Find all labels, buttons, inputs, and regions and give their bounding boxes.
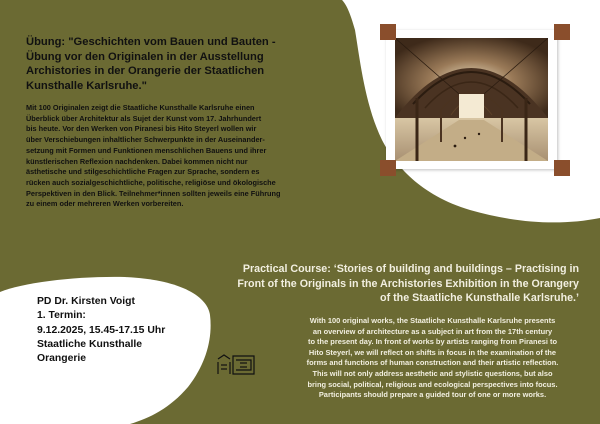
course-info xyxy=(37,295,237,366)
term-label: 1. Termin: xyxy=(37,310,86,322)
frame-corner-bottom-right xyxy=(554,160,570,176)
institution-logo-icon xyxy=(216,353,256,376)
frame-corner-top-right xyxy=(554,24,570,40)
lecturer-name: PD Dr. Kirsten Voigt xyxy=(37,296,135,307)
venue-building: Orangerie xyxy=(37,353,87,365)
german-title: Übung: "Geschichten vom Bauen und Bauten - Übung vor den Originalen in der Ausstellung Archistories in der Orangerie der Staatlichen Kunsthalle Karlsruhe." xyxy=(26,36,276,92)
frame-corner-bottom-left xyxy=(380,160,396,176)
frame-corner-top-left xyxy=(380,24,396,40)
german-description: Mit 100 Originalen zeigt die Staatliche Kunsthalle Karlsruhe einen Überblick über Architektur als Sujet der Kunst vom 17. Jahrhundert bis heute. Vor den Werken von Piranesi bis Hito Steyerl wollen wir über Verschiebungen inhaltlicher Schwerpunkte in der Auseinander- setzung mit Formen und Funktionen menschlichen Bauens und ihrer künstlerischen Reflexion nachdenken. Dabei kommen nicht nur ästhetische und stilgeschichtliche Fragen zur Sprache, sondern es rücken auch sozialgeschichtliche, politische, religiöse und ökologische Perspektiven in den Blick. Teilnehmer*innen sollten jeweils eine Führung zu einem oder mehreren Werken vorbereiten. xyxy=(26,103,281,209)
venue-name: Staatliche Kunsthalle xyxy=(37,338,143,350)
session-datetime: 9.12.2025, 15.45-17.15 Uhr xyxy=(37,324,166,336)
english-description: With 100 original works, the Staatliche Kunsthalle Karlsruhe presents an overview of architecture as a subject in art from the 17th century to the present day. In front of works by artists ranging from Piranesi to Hito Steyerl, we will reflect on shifts in focus in the examination of the forms and functions of human construction and their artistic reflection. This will not only address aesthetic and stylistic questions, but also bring social, political, religious and ecological perspectives into focus. Participants should prepare a guided tour of one or more works. xyxy=(306,316,559,400)
artwork-vault-interior-image xyxy=(395,38,548,161)
english-title: Practical Course: ‘Stories of building and buildings – Practising in Front of the Originals in the Archistories Exhibition in the Orangery of the Staatliche Kunsthalle Karlsruhe.’ xyxy=(237,263,579,305)
